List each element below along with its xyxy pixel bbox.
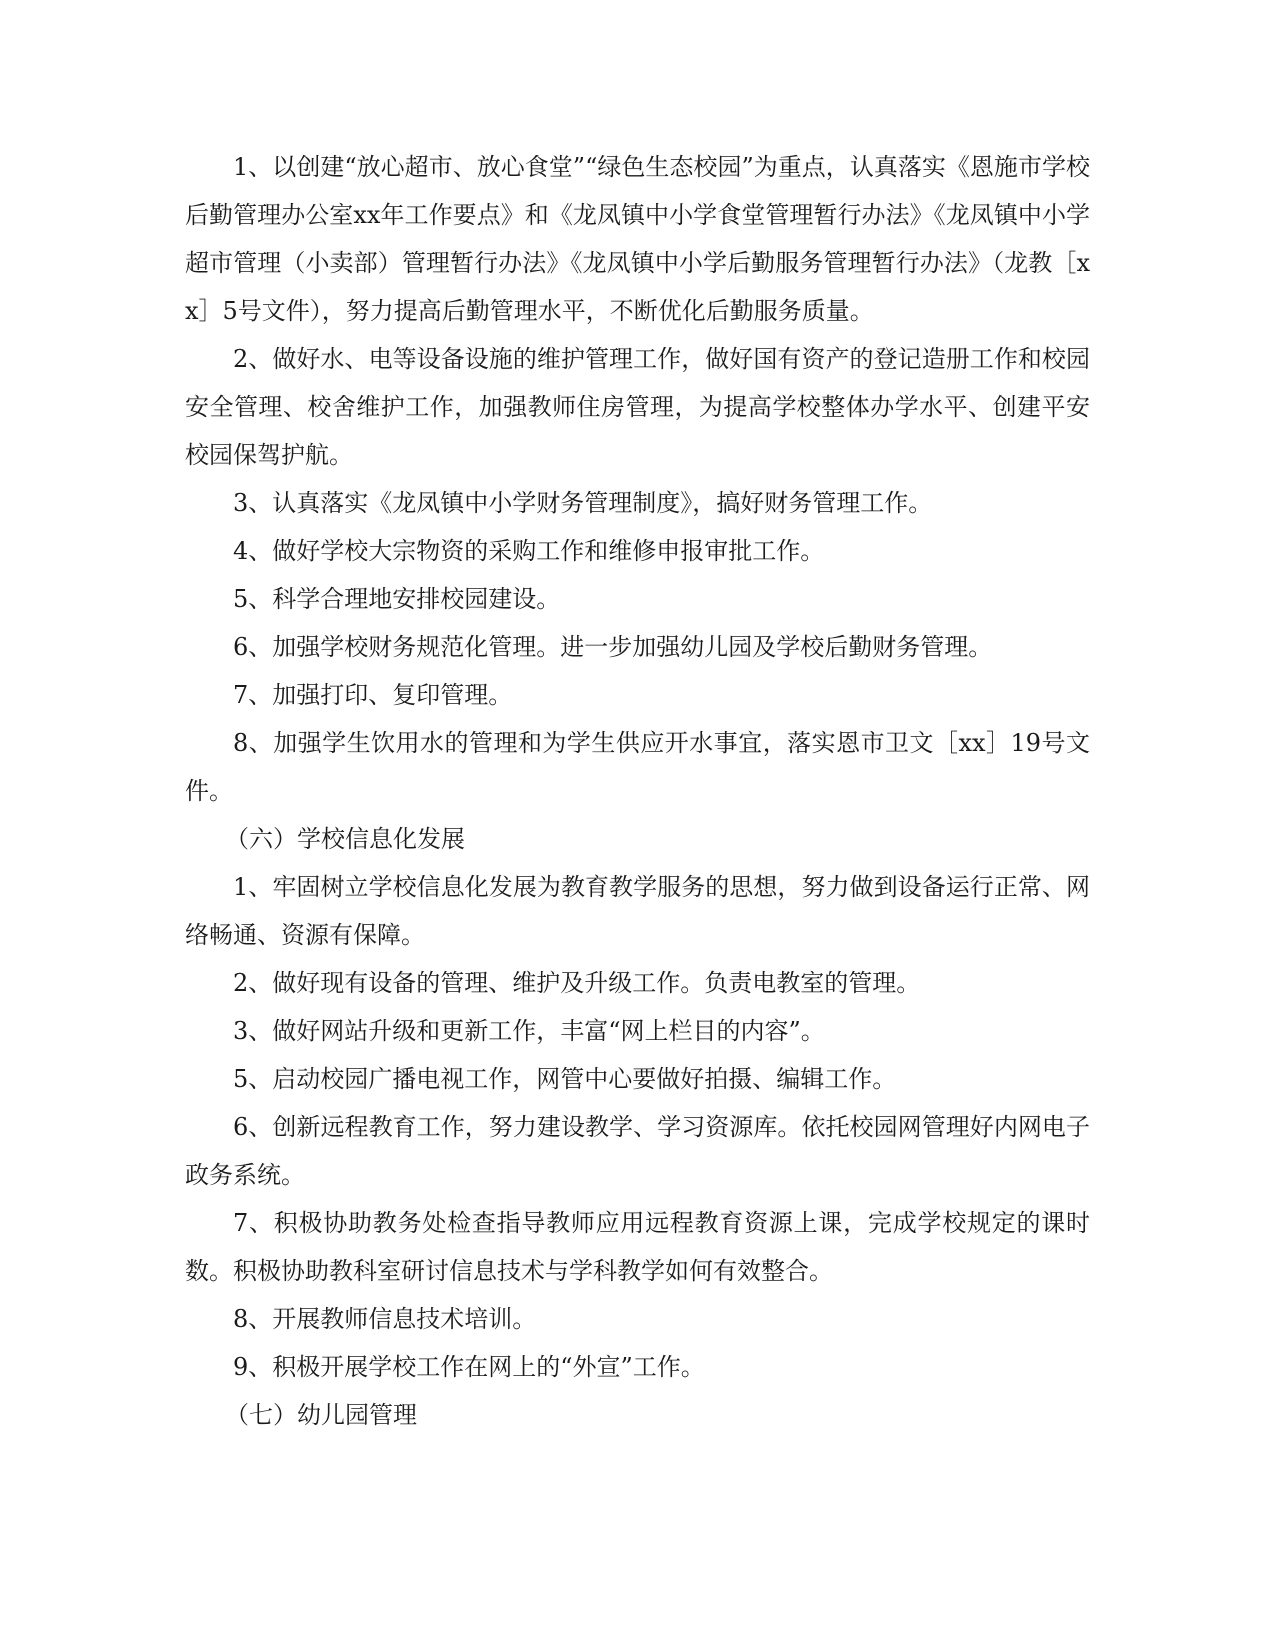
info-item-5: 5、启动校园广播电视工作，网管中心要做好拍摄、编辑工作。: [233, 1065, 897, 1093]
paragraph-item-5: 5、科学合理地安排校园建设。: [233, 585, 561, 613]
section-heading-informatization: （六）学校信息化发展: [225, 825, 465, 853]
paragraph-item-2: 2、做好水、电等设备设施的维护管理工作，做好国有资产的登记造册工作和校园安全管理、校舍维护工作，加强教师住房管理，为提高学校整体办学水平、创建平安校园保驾护航。: [185, 345, 1090, 469]
info-item-7: 7、积极协助教务处检查指导教师应用远程教育资源上课，完成学校规定的课时数。积极协助教科室研讨信息技术与学科教学如何有效整合。: [185, 1209, 1090, 1285]
info-item-9: 9、积极开展学校工作在网上的“外宣”工作。: [233, 1353, 705, 1381]
info-item-6: 6、创新远程教育工作，努力建设教学、学习资源库。依托校园网管理好内网电子政务系统。: [185, 1113, 1090, 1189]
info-item-8: 8、开展教师信息技术培训。: [233, 1305, 537, 1333]
paragraph-item-8: 8、加强学生饮用水的管理和为学生供应开水事宜，落实恩市卫文［xx］19号文件。: [185, 729, 1090, 805]
section-heading-kindergarten: （七）幼儿园管理: [225, 1401, 417, 1429]
paragraph-item-7: 7、加强打印、复印管理。: [233, 681, 513, 709]
paragraph-item-1: 1、以创建“放心超市、放心食堂”“绿色生态校园”为重点，认真落实《恩施市学校后勤管理办公室xx年工作要点》和《龙凤镇中小学食堂管理暂行办法》《龙凤镇中小学超市管理（小卖部）管理暂行办法》《龙凤镇中小学后勤服务管理暂行办法》（龙教［xx］5号文件），努力提高后勤管理水平，不断优化后勤服务质量。: [185, 153, 1090, 325]
info-item-1: 1、牢固树立学校信息化发展为教育教学服务的思想，努力做到设备运行正常、网络畅通、资源有保障。: [185, 873, 1090, 949]
info-item-2: 2、做好现有设备的管理、维护及升级工作。负责电教室的管理。: [233, 969, 921, 997]
paragraph-item-4: 4、做好学校大宗物资的采购工作和维修申报审批工作。: [233, 537, 825, 565]
info-item-3: 3、做好网站升级和更新工作，丰富“网上栏目的内容”。: [233, 1017, 825, 1045]
document-body: [185, 143, 1090, 1439]
paragraph-item-6: 6、加强学校财务规范化管理。进一步加强幼儿园及学校后勤财务管理。: [233, 633, 993, 661]
paragraph-item-3: 3、认真落实《龙凤镇中小学财务管理制度》，搞好财务管理工作。: [233, 489, 933, 517]
